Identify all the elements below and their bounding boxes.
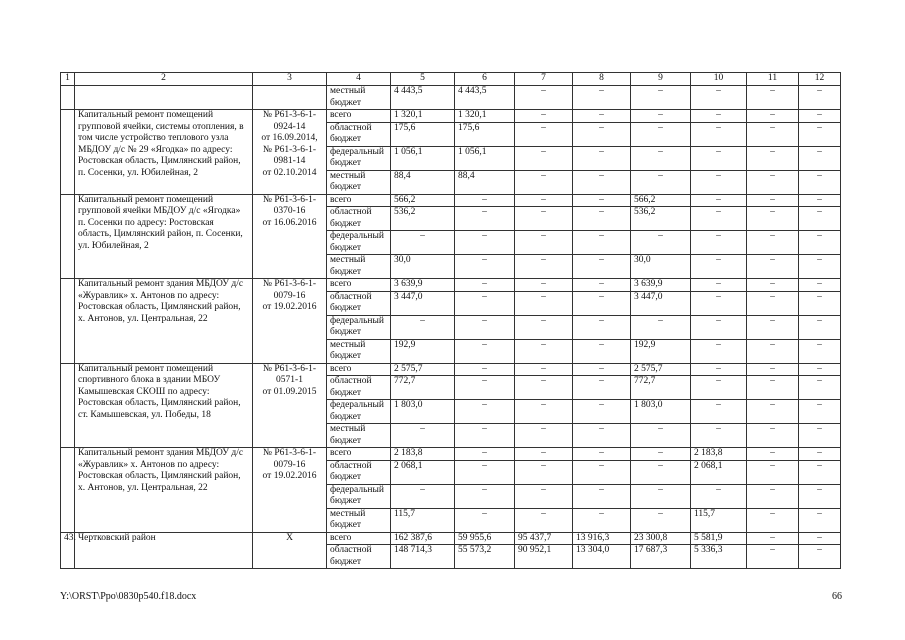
value-cell: – bbox=[747, 532, 799, 545]
value-cell: – bbox=[455, 460, 515, 484]
value-cell: – bbox=[515, 122, 573, 146]
value-cell: 536,2 bbox=[631, 207, 691, 231]
value-cell: – bbox=[631, 315, 691, 339]
value-cell: 55 573,2 bbox=[455, 545, 515, 569]
document-cell: № Р61-3-6-1- 0370-16 от 16.06.2016 bbox=[253, 194, 327, 279]
header-cell: 9 bbox=[631, 73, 691, 86]
value-cell: – bbox=[691, 170, 747, 194]
value-cell: – bbox=[691, 146, 747, 170]
value-cell: – bbox=[573, 315, 631, 339]
value-cell: 1 320,1 bbox=[391, 110, 455, 123]
value-cell: – bbox=[515, 315, 573, 339]
funding-type-cell: всего bbox=[327, 363, 391, 376]
value-cell: – bbox=[573, 460, 631, 484]
value-cell: – bbox=[631, 231, 691, 255]
value-cell: – bbox=[799, 86, 841, 110]
value-cell: – bbox=[747, 207, 799, 231]
value-cell: 1 056,1 bbox=[455, 146, 515, 170]
table-row bbox=[61, 194, 841, 207]
value-cell: – bbox=[747, 315, 799, 339]
funding-type-cell: всего bbox=[327, 110, 391, 123]
header-cell: 12 bbox=[799, 73, 841, 86]
value-cell: – bbox=[747, 231, 799, 255]
value-cell: – bbox=[691, 291, 747, 315]
value-cell: – bbox=[799, 207, 841, 231]
value-cell: – bbox=[799, 231, 841, 255]
value-cell: – bbox=[691, 339, 747, 363]
value-cell: – bbox=[799, 255, 841, 279]
value-cell: 3 447,0 bbox=[631, 291, 691, 315]
table-row bbox=[61, 110, 841, 123]
value-cell: 1 803,0 bbox=[391, 400, 455, 424]
value-cell: – bbox=[691, 279, 747, 292]
funding-type-cell: областной бюджет bbox=[327, 376, 391, 400]
value-cell: 2 575,7 bbox=[631, 363, 691, 376]
value-cell: – bbox=[515, 508, 573, 532]
value-cell: – bbox=[515, 207, 573, 231]
funding-type-cell: местный бюджет bbox=[327, 339, 391, 363]
value-cell: – bbox=[691, 424, 747, 448]
value-cell: – bbox=[799, 315, 841, 339]
value-cell: 536,2 bbox=[391, 207, 455, 231]
value-cell: 30,0 bbox=[391, 255, 455, 279]
value-cell: 95 437,7 bbox=[515, 532, 573, 545]
value-cell: – bbox=[747, 194, 799, 207]
table-row bbox=[61, 86, 841, 110]
value-cell: 3 639,9 bbox=[631, 279, 691, 292]
value-cell: – bbox=[799, 448, 841, 461]
value-cell: – bbox=[455, 279, 515, 292]
value-cell: – bbox=[573, 207, 631, 231]
value-cell: – bbox=[747, 424, 799, 448]
value-cell: – bbox=[515, 424, 573, 448]
value-cell: 772,7 bbox=[631, 376, 691, 400]
row-number-cell bbox=[61, 86, 75, 110]
value-cell: – bbox=[515, 339, 573, 363]
value-cell: – bbox=[515, 363, 573, 376]
page-number: 66 bbox=[832, 591, 842, 602]
value-cell: – bbox=[799, 122, 841, 146]
value-cell: 192,9 bbox=[391, 339, 455, 363]
funding-type-cell: областной бюджет bbox=[327, 291, 391, 315]
value-cell: – bbox=[515, 110, 573, 123]
header-cell: 11 bbox=[747, 73, 799, 86]
value-cell: – bbox=[515, 255, 573, 279]
value-cell: 90 952,1 bbox=[515, 545, 573, 569]
value-cell: – bbox=[573, 146, 631, 170]
value-cell: – bbox=[747, 291, 799, 315]
value-cell: – bbox=[455, 448, 515, 461]
value-cell: 59 955,6 bbox=[455, 532, 515, 545]
value-cell: – bbox=[455, 339, 515, 363]
value-cell: – bbox=[747, 170, 799, 194]
value-cell: 13 916,3 bbox=[573, 532, 631, 545]
value-cell: – bbox=[691, 231, 747, 255]
value-cell: – bbox=[455, 363, 515, 376]
value-cell: – bbox=[631, 484, 691, 508]
funding-type-cell: местный бюджет bbox=[327, 170, 391, 194]
value-cell: – bbox=[747, 484, 799, 508]
funding-type-cell: всего bbox=[327, 448, 391, 461]
value-cell: – bbox=[631, 170, 691, 194]
value-cell: 30,0 bbox=[631, 255, 691, 279]
value-cell: – bbox=[799, 376, 841, 400]
value-cell: – bbox=[631, 122, 691, 146]
funding-type-cell: всего bbox=[327, 532, 391, 545]
value-cell: – bbox=[747, 86, 799, 110]
value-cell: – bbox=[573, 291, 631, 315]
value-cell: – bbox=[391, 484, 455, 508]
value-cell: – bbox=[515, 86, 573, 110]
value-cell: – bbox=[515, 231, 573, 255]
value-cell: – bbox=[515, 484, 573, 508]
value-cell: – bbox=[391, 231, 455, 255]
funding-type-cell: местный бюджет bbox=[327, 424, 391, 448]
funding-type-cell: местный бюджет bbox=[327, 255, 391, 279]
value-cell: – bbox=[799, 279, 841, 292]
value-cell: – bbox=[515, 400, 573, 424]
value-cell: – bbox=[573, 122, 631, 146]
value-cell: 5 581,9 bbox=[691, 532, 747, 545]
value-cell: 175,6 bbox=[455, 122, 515, 146]
value-cell: – bbox=[747, 255, 799, 279]
value-cell: – bbox=[573, 400, 631, 424]
value-cell: – bbox=[573, 279, 631, 292]
value-cell: – bbox=[691, 315, 747, 339]
value-cell: 88,4 bbox=[455, 170, 515, 194]
value-cell: – bbox=[455, 508, 515, 532]
value-cell: – bbox=[631, 508, 691, 532]
value-cell: – bbox=[691, 86, 747, 110]
table-row bbox=[61, 363, 841, 376]
value-cell: – bbox=[799, 545, 841, 569]
value-cell: – bbox=[799, 532, 841, 545]
funding-type-cell: федеральный бюджет bbox=[327, 146, 391, 170]
funding-type-cell: федеральный бюджет bbox=[327, 315, 391, 339]
funding-type-cell: местный бюджет bbox=[327, 508, 391, 532]
value-cell: – bbox=[691, 400, 747, 424]
value-cell: – bbox=[691, 484, 747, 508]
value-cell: 2 068,1 bbox=[391, 460, 455, 484]
value-cell: – bbox=[455, 207, 515, 231]
value-cell: – bbox=[799, 291, 841, 315]
value-cell: – bbox=[573, 376, 631, 400]
value-cell: – bbox=[747, 508, 799, 532]
value-cell: 772,7 bbox=[391, 376, 455, 400]
value-cell: – bbox=[391, 315, 455, 339]
budget-table bbox=[60, 72, 841, 569]
value-cell: – bbox=[747, 400, 799, 424]
value-cell: 115,7 bbox=[391, 508, 455, 532]
row-number-cell bbox=[61, 363, 75, 448]
value-cell: – bbox=[573, 508, 631, 532]
row-number-cell bbox=[61, 279, 75, 364]
value-cell: – bbox=[631, 424, 691, 448]
value-cell: – bbox=[455, 291, 515, 315]
header-cell: 1 bbox=[61, 73, 75, 86]
value-cell: – bbox=[691, 363, 747, 376]
object-cell: Капитальный ремонт помещений групповой ячейки, системы отопления, в том числе устройство теплового узла МБДОУ д/с № 29 «Ягодка» по адресу: Ростовская область, Цимлянский район, п. Сосенки, ул. Юбилейная, 2 bbox=[75, 110, 253, 195]
funding-type-cell: областной бюджет bbox=[327, 122, 391, 146]
header-row bbox=[61, 73, 841, 86]
value-cell: – bbox=[455, 484, 515, 508]
funding-type-cell: областной бюджет bbox=[327, 460, 391, 484]
value-cell: – bbox=[747, 279, 799, 292]
value-cell: – bbox=[573, 484, 631, 508]
row-number-cell bbox=[61, 194, 75, 279]
value-cell: – bbox=[799, 400, 841, 424]
funding-type-cell: местный бюджет bbox=[327, 86, 391, 110]
value-cell: – bbox=[691, 255, 747, 279]
value-cell: – bbox=[573, 363, 631, 376]
value-cell: – bbox=[455, 255, 515, 279]
funding-type-cell: всего bbox=[327, 194, 391, 207]
document-cell bbox=[253, 86, 327, 110]
document-cell: Х bbox=[253, 532, 327, 569]
value-cell: – bbox=[515, 460, 573, 484]
object-cell: Капитальный ремонт здания МБДОУ д/с «Журавлик» х. Антонов по адресу: Ростовская область, Цимлянский район, х. Антонов, ул. Центральная, 22 bbox=[75, 448, 253, 533]
value-cell: 192,9 bbox=[631, 339, 691, 363]
value-cell: 1 056,1 bbox=[391, 146, 455, 170]
value-cell: 1 320,1 bbox=[455, 110, 515, 123]
header-cell: 2 bbox=[75, 73, 253, 86]
value-cell: – bbox=[747, 545, 799, 569]
value-cell: 115,7 bbox=[691, 508, 747, 532]
row-number-cell: 43. bbox=[61, 532, 75, 569]
header-cell: 5 bbox=[391, 73, 455, 86]
value-cell: – bbox=[455, 424, 515, 448]
value-cell: 1 803,0 bbox=[631, 400, 691, 424]
funding-type-cell: федеральный бюджет bbox=[327, 231, 391, 255]
header-cell: 3 bbox=[253, 73, 327, 86]
value-cell: 17 687,3 bbox=[631, 545, 691, 569]
value-cell: – bbox=[799, 363, 841, 376]
value-cell: – bbox=[515, 170, 573, 194]
value-cell: – bbox=[799, 146, 841, 170]
table-row bbox=[61, 279, 841, 292]
value-cell: – bbox=[799, 339, 841, 363]
header-cell: 7 bbox=[515, 73, 573, 86]
value-cell: – bbox=[799, 170, 841, 194]
value-cell: – bbox=[799, 460, 841, 484]
value-cell: 23 300,8 bbox=[631, 532, 691, 545]
document-cell: № Р61-3-6-1- 0571-1 от 01.09.2015 bbox=[253, 363, 327, 448]
value-cell: – bbox=[455, 400, 515, 424]
funding-type-cell: областной бюджет bbox=[327, 207, 391, 231]
value-cell: – bbox=[747, 448, 799, 461]
value-cell: 4 443,5 bbox=[391, 86, 455, 110]
value-cell: – bbox=[573, 255, 631, 279]
value-cell: – bbox=[515, 194, 573, 207]
value-cell: – bbox=[691, 376, 747, 400]
value-cell: – bbox=[391, 424, 455, 448]
value-cell: – bbox=[573, 231, 631, 255]
value-cell: 148 714,3 bbox=[391, 545, 455, 569]
value-cell: 13 304,0 bbox=[573, 545, 631, 569]
value-cell: – bbox=[691, 207, 747, 231]
row-number-cell bbox=[61, 110, 75, 195]
document-cell: № Р61-3-6-1- 0924-14 от 16.09.2014, № Р61-3-6-1- 0981-14 от 02.10.2014 bbox=[253, 110, 327, 195]
value-cell: – bbox=[515, 291, 573, 315]
value-cell: – bbox=[631, 460, 691, 484]
funding-type-cell: областной бюджет bbox=[327, 545, 391, 569]
value-cell: 5 336,3 bbox=[691, 545, 747, 569]
object-cell: Капитальный ремонт здания МБДОУ д/с «Журавлик» х. Антонов по адресу: Ростовская область, Цимлянский район, х. Антонов, ул. Центральная, 22 bbox=[75, 279, 253, 364]
header-cell: 6 bbox=[455, 73, 515, 86]
value-cell: 3 639,9 bbox=[391, 279, 455, 292]
value-cell: – bbox=[455, 194, 515, 207]
value-cell: – bbox=[573, 86, 631, 110]
value-cell: – bbox=[515, 448, 573, 461]
header-cell: 10 bbox=[691, 73, 747, 86]
header-cell: 4 bbox=[327, 73, 391, 86]
value-cell: – bbox=[573, 110, 631, 123]
value-cell: 4 443,5 bbox=[455, 86, 515, 110]
value-cell: – bbox=[747, 110, 799, 123]
value-cell: – bbox=[455, 231, 515, 255]
value-cell: 3 447,0 bbox=[391, 291, 455, 315]
value-cell: 566,2 bbox=[391, 194, 455, 207]
value-cell: – bbox=[631, 146, 691, 170]
value-cell: – bbox=[573, 194, 631, 207]
table-row bbox=[61, 532, 841, 545]
funding-type-cell: федеральный бюджет bbox=[327, 400, 391, 424]
funding-type-cell: федеральный бюджет bbox=[327, 484, 391, 508]
value-cell: – bbox=[747, 122, 799, 146]
value-cell: – bbox=[799, 110, 841, 123]
value-cell: – bbox=[631, 448, 691, 461]
value-cell: – bbox=[691, 122, 747, 146]
value-cell: – bbox=[455, 376, 515, 400]
value-cell: – bbox=[747, 460, 799, 484]
value-cell: – bbox=[691, 110, 747, 123]
object-cell bbox=[75, 86, 253, 110]
footer-file-path: Y:\ORST\Ppo\0830p540.f18.docx bbox=[60, 591, 197, 602]
value-cell: – bbox=[747, 339, 799, 363]
funding-type-cell: всего bbox=[327, 279, 391, 292]
value-cell: – bbox=[515, 146, 573, 170]
value-cell: – bbox=[799, 424, 841, 448]
document-cell: № Р61-3-6-1- 0079-16 от 19.02.2016 bbox=[253, 279, 327, 364]
value-cell: – bbox=[747, 363, 799, 376]
value-cell: 2 183,8 bbox=[391, 448, 455, 461]
value-cell: 175,6 bbox=[391, 122, 455, 146]
value-cell: – bbox=[573, 424, 631, 448]
value-cell: – bbox=[799, 508, 841, 532]
value-cell: 88,4 bbox=[391, 170, 455, 194]
table-row bbox=[61, 448, 841, 461]
value-cell: – bbox=[747, 146, 799, 170]
value-cell: 2 068,1 bbox=[691, 460, 747, 484]
value-cell: – bbox=[573, 339, 631, 363]
value-cell: – bbox=[515, 279, 573, 292]
value-cell: – bbox=[691, 194, 747, 207]
value-cell: – bbox=[631, 86, 691, 110]
object-cell: Капитальный ремонт помещений групповой ячейки МБДОУ д/с «Ягодка» п. Сосенки по адресу: Ростовская область, Цимлянский район, п. Сосенки, ул. Юбилейная, 2 bbox=[75, 194, 253, 279]
value-cell: 162 387,6 bbox=[391, 532, 455, 545]
value-cell: – bbox=[573, 170, 631, 194]
value-cell: – bbox=[455, 315, 515, 339]
value-cell: 2 575,7 bbox=[391, 363, 455, 376]
value-cell: – bbox=[573, 448, 631, 461]
row-number-cell bbox=[61, 448, 75, 533]
table-body bbox=[61, 73, 841, 569]
header-cell: 8 bbox=[573, 73, 631, 86]
value-cell: 566,2 bbox=[631, 194, 691, 207]
document-cell: № Р61-3-6-1- 0079-16 от 19.02.2016 bbox=[253, 448, 327, 533]
object-cell: Капитальный ремонт помещений спортивного блока в здании МБОУ Камышевская СКОШ по адресу: Ростовская область, Цимлянский район, ст. Камышевская, ул. Победы, 18 bbox=[75, 363, 253, 448]
object-cell: Чертковский район bbox=[75, 532, 253, 569]
value-cell: – bbox=[747, 376, 799, 400]
value-cell: – bbox=[799, 194, 841, 207]
value-cell: – bbox=[515, 376, 573, 400]
value-cell: – bbox=[799, 484, 841, 508]
value-cell: 2 183,8 bbox=[691, 448, 747, 461]
value-cell: – bbox=[631, 110, 691, 123]
